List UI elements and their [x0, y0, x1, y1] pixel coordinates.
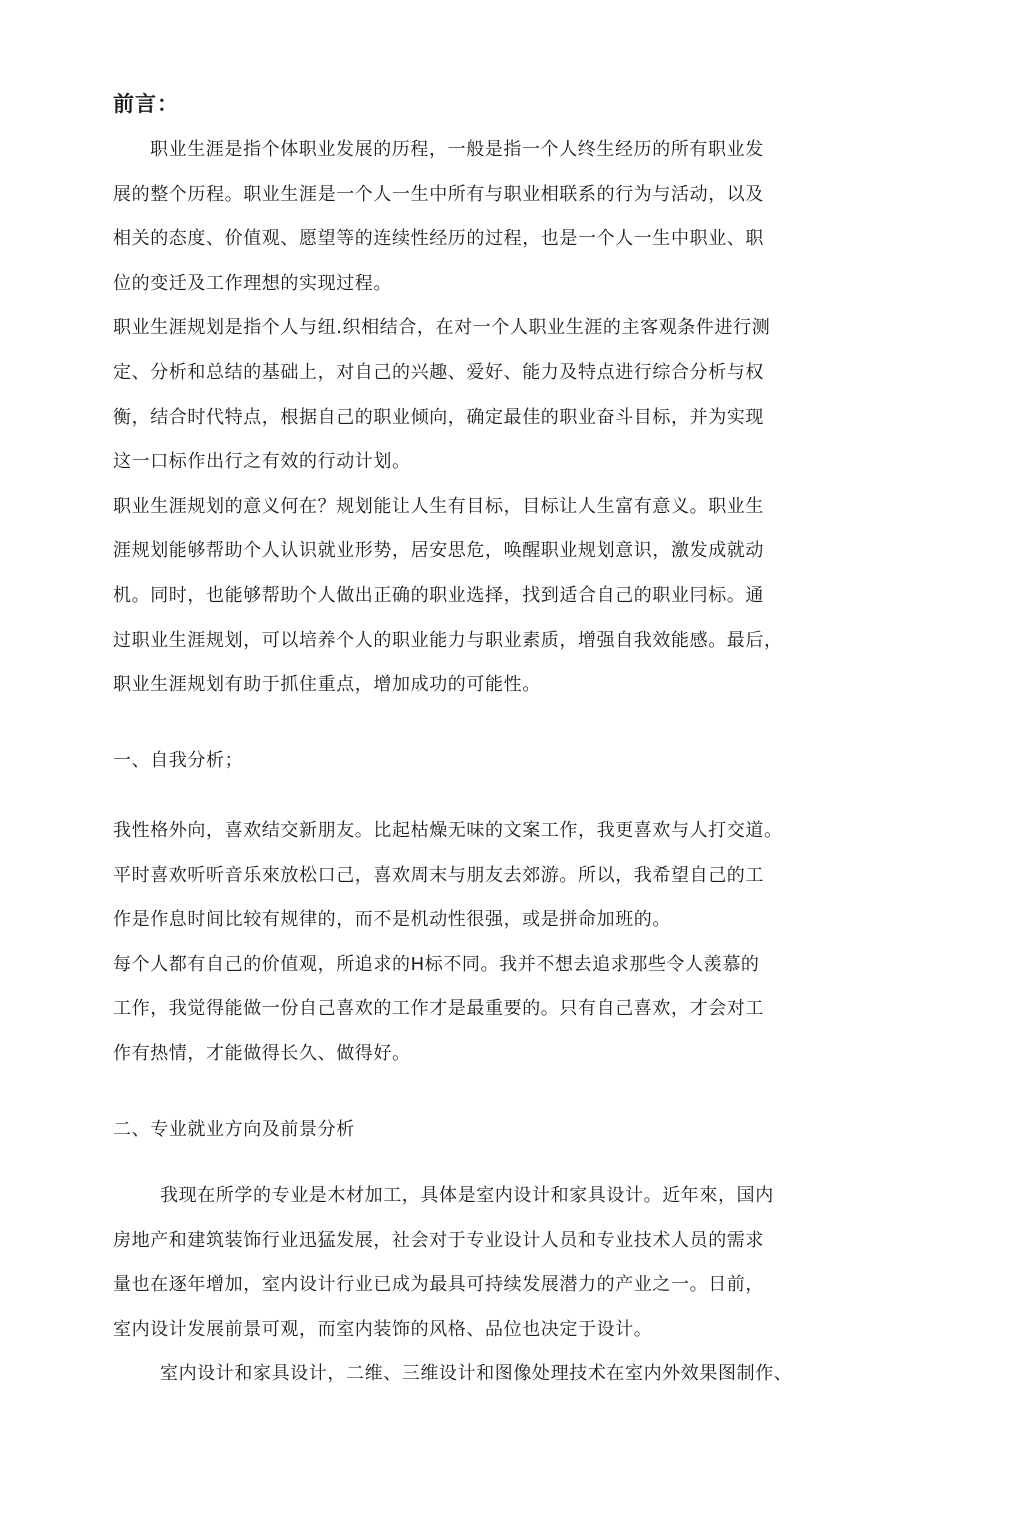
text-line: 定、分析和总结的基础上，对自己的兴趣、爱好、能力及特点进行综合分析与权: [113, 361, 764, 383]
text-line: 每个人都有自己的价值观，所追求的H标不同。我并不想去追求那些令人羡慕的: [113, 953, 760, 975]
text-line: 这一口标作出行之有效的行动计划。: [113, 451, 411, 473]
text-line: 衡，结合时代特点，根据自己的职业倾向，确定最佳的职业奋斗目标，并为实现: [113, 406, 764, 428]
text-line: 平时喜欢听听音乐來放松口己，喜欢周末与朋友去郊游。所以，我希望自己的工: [113, 864, 764, 886]
text-line: 涯规划能够帮助个人认识就业形势，居安思危，唤醒职业规划意识，激发成就动: [113, 540, 764, 562]
text-line: 展的整个历程。职业生涯是一个人一生中所有与职业相联系的行为与活动，以及: [113, 183, 764, 205]
text-line: 位的变迁及工作理想的实现过程。: [113, 272, 392, 294]
text-line: 房地产和建筑装饰行业迅猛发展，社会对于专业设计人员和专业技术人员的需求: [113, 1229, 764, 1251]
text-line: 作有热情，才能做得长久、做得好。: [113, 1042, 411, 1064]
text-line: 量也在逐年增加，室内设计行业已成为最具可持续发展潜力的产业之一。日前，: [113, 1274, 764, 1296]
text-line: 作是作息时间比较有规律的，而不是机动性很强，或是拼命加班的。: [113, 909, 671, 931]
text-line: 职业生涯是指个体职业发展的历程，一般是指一个人终生经历的所有职业发: [150, 139, 764, 160]
text-line: 机。同时，也能够帮助个人做出正确的职业选择，找到适合自己的职业冃标。通: [113, 584, 764, 606]
text-line: 职业生涯规划有助于抓住重点，增加成功的可能性。: [113, 674, 541, 696]
text-line: 相关的态度、价值观、愿望等的连续性经历的过程，也是一个人一生中职业、职: [113, 228, 764, 250]
text-line: 工作，我觉得能做一份自己喜欢的工作才是最重要的。只有自己喜欢，才会对工: [113, 998, 764, 1020]
text-line: 职业生涯规划的意义何在？规划能让人生有目标，目标让人生富有意义。职业生: [113, 495, 764, 517]
text-line: 室内设计发展前景可观，而室内装饰的风格、品位也决定于设计。: [113, 1318, 653, 1340]
section-title-self-analysis: 一、自我分析；: [113, 750, 244, 771]
text-line: 职业生涯规划是指个人与纽.织相结合，在对一个人职业生涯的主客观条件进行测: [113, 317, 771, 339]
self-analysis-paragraphs: [113, 809, 863, 1077]
career-prospects-paragraphs: [113, 1174, 863, 1397]
text-line: 过职业生涯规划，可以培养个人的职业能力与职业素质，增强自我效能感。最后，: [113, 629, 783, 651]
text-line: 我现在所学的专业是木材加工，具体是室内设计和家具设计。近年來，国内: [160, 1185, 774, 1206]
text-line: 室内设计和家具设计，二维、三维设计和图像处理技术在室内外效果图制作、: [160, 1363, 793, 1385]
text-line: 我性格外向，喜欢结交新朋友。比起枯燥无味的文案工作，我更喜欢与人打交道。: [113, 820, 783, 841]
intro-paragraphs: [113, 128, 863, 708]
document-heading: 前言：: [113, 92, 179, 116]
section-title-career-prospects: 二、专业就业方向及前景分析: [113, 1119, 355, 1140]
